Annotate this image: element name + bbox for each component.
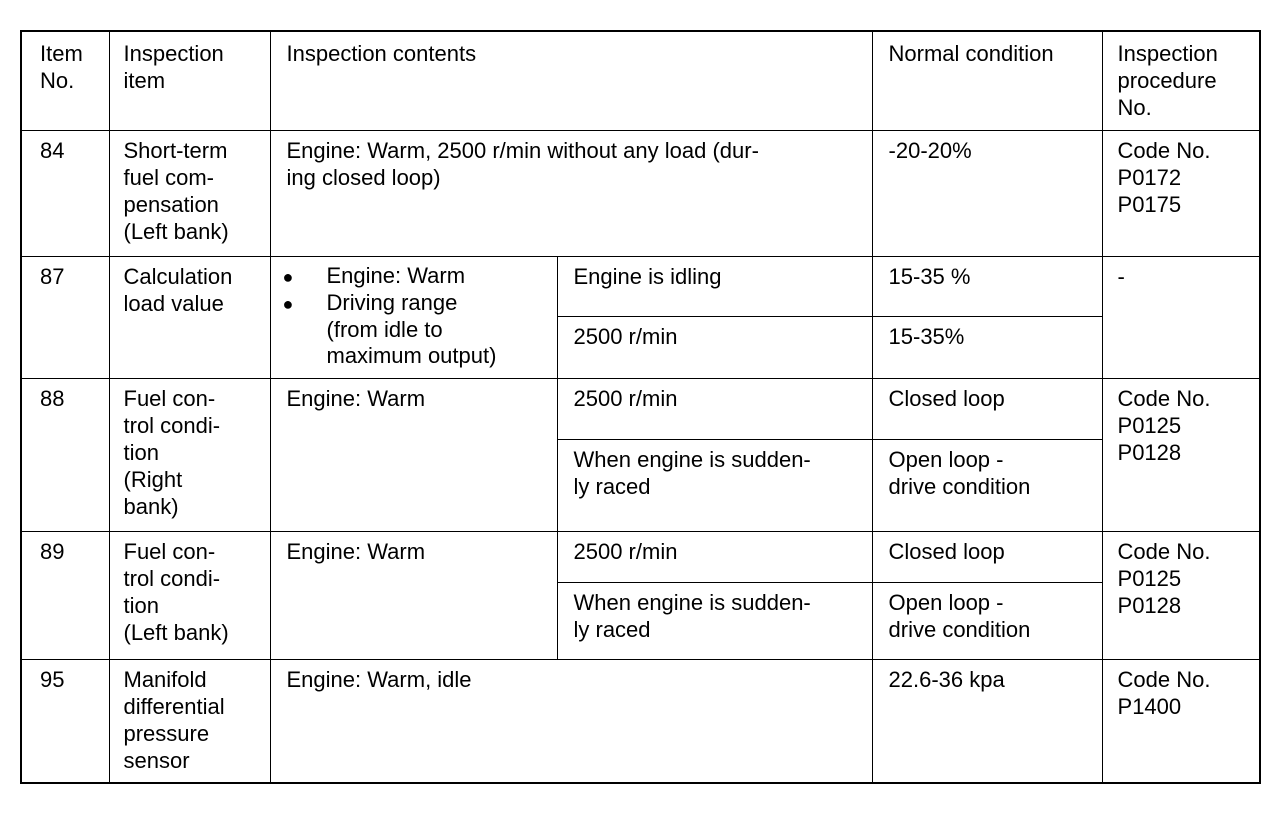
item-line: Fuel con- xyxy=(123,385,216,411)
normal-line: drive condition xyxy=(888,616,1031,642)
item-no: 84 xyxy=(21,130,109,256)
normal-condition xyxy=(872,582,1102,659)
header-inspection-contents: Inspection contents xyxy=(270,31,872,130)
item-line: sensor xyxy=(123,747,190,773)
header-procedure-line: Inspection xyxy=(1117,41,1218,66)
normal-condition: 15-35 % xyxy=(872,256,1102,316)
bullet-continuation: (from idle to xyxy=(326,316,443,342)
inspection-contents: Engine: Warm, idle xyxy=(270,659,872,783)
inspection-contents: Engine: Warm xyxy=(270,378,557,531)
header-inspection-item xyxy=(109,31,270,130)
procedure-no xyxy=(1102,130,1260,256)
inspection-table xyxy=(20,30,1261,784)
inspection-contents xyxy=(270,256,557,378)
procedure-no: - xyxy=(1102,256,1260,378)
item-line: load value xyxy=(123,290,224,316)
sub-condition: 2500 r/min xyxy=(557,316,872,378)
normal-condition: -20-20% xyxy=(872,130,1102,256)
inspection-contents xyxy=(270,130,872,256)
bullet-item xyxy=(283,263,557,290)
procedure-line: P0172 xyxy=(1117,164,1182,190)
sub-condition: Engine is idling xyxy=(557,256,872,316)
procedure-no xyxy=(1102,659,1260,783)
contents-line: Engine: Warm, 2500 r/min without any load (dur- xyxy=(286,137,759,163)
item-no: 95 xyxy=(21,659,109,783)
header-inspection-item-line: Inspection xyxy=(123,41,224,66)
inspection-item xyxy=(109,659,270,783)
procedure-line: Code No. xyxy=(1117,137,1211,163)
procedure-line: P0175 xyxy=(1117,191,1182,217)
procedure-line: P1400 xyxy=(1117,693,1182,719)
item-line: pressure xyxy=(123,720,210,746)
inspection-item xyxy=(109,130,270,256)
item-line: trol condi- xyxy=(123,412,221,438)
inspection-item xyxy=(109,378,270,531)
inspection-item xyxy=(109,531,270,659)
item-line: fuel com- xyxy=(123,164,214,190)
table-row xyxy=(21,378,1260,439)
item-line: Short-term xyxy=(123,137,228,163)
normal-condition: Closed loop xyxy=(872,378,1102,439)
procedure-line: Code No. xyxy=(1117,385,1211,411)
normal-condition xyxy=(872,439,1102,531)
item-line: tion xyxy=(123,592,159,618)
normal-condition: 15-35% xyxy=(872,316,1102,378)
header-inspection-item-line: item xyxy=(123,68,166,93)
condition-line: ly raced xyxy=(573,616,651,642)
condition-line: When engine is sudden- xyxy=(573,446,811,472)
item-line: (Right xyxy=(123,466,183,492)
item-no: 88 xyxy=(21,378,109,531)
table-row xyxy=(21,130,1260,256)
normal-line: Open loop - xyxy=(888,446,1004,472)
item-line: trol condi- xyxy=(123,565,221,591)
item-no: 89 xyxy=(21,531,109,659)
table-row xyxy=(21,531,1260,582)
header-row xyxy=(21,31,1260,130)
procedure-line: Code No. xyxy=(1117,538,1211,564)
table-row xyxy=(21,659,1260,783)
bullet-item xyxy=(283,290,557,317)
header-procedure-line: procedure xyxy=(1117,68,1217,93)
procedure-no xyxy=(1102,531,1260,659)
item-line: tion xyxy=(123,439,159,465)
header-item-no xyxy=(21,31,109,130)
header-inspection-procedure xyxy=(1102,31,1260,130)
sub-condition: 2500 r/min xyxy=(557,531,872,582)
header-normal-condition: Normal condition xyxy=(872,31,1102,130)
condition-line: When engine is sudden- xyxy=(573,589,811,615)
procedure-line: P0125 xyxy=(1117,565,1182,591)
item-line: pensation xyxy=(123,191,219,217)
item-no: 87 xyxy=(21,256,109,378)
bullet-text: Driving range xyxy=(326,289,458,315)
condition-line: ly raced xyxy=(573,473,651,499)
procedure-line: P0125 xyxy=(1117,412,1182,438)
bullet-text: Engine: Warm xyxy=(326,262,466,288)
bullet-icon xyxy=(283,263,327,290)
procedure-line: P0128 xyxy=(1117,592,1182,618)
bullet-continuation: maximum output) xyxy=(326,342,497,368)
bullet-icon xyxy=(283,290,327,317)
table-row xyxy=(21,256,1260,316)
item-line: differential xyxy=(123,693,225,719)
normal-line: drive condition xyxy=(888,473,1031,499)
item-line: (Left bank) xyxy=(123,619,229,645)
procedure-no xyxy=(1102,378,1260,531)
inspection-item xyxy=(109,256,270,378)
item-line: Calculation xyxy=(123,263,233,289)
item-line: (Left bank) xyxy=(123,218,229,244)
sub-condition: 2500 r/min xyxy=(557,378,872,439)
contents-line: ing closed loop) xyxy=(286,164,441,190)
normal-condition: 22.6-36 kpa xyxy=(872,659,1102,783)
inspection-contents: Engine: Warm xyxy=(270,531,557,659)
header-item-no-line: Item xyxy=(40,41,83,66)
sub-condition xyxy=(557,582,872,659)
item-line: Manifold xyxy=(123,666,207,692)
normal-line: Open loop - xyxy=(888,589,1004,615)
procedure-line: P0128 xyxy=(1117,439,1182,465)
sub-condition xyxy=(557,439,872,531)
item-line: Fuel con- xyxy=(123,538,216,564)
header-procedure-line: No. xyxy=(1117,95,1152,120)
procedure-line: Code No. xyxy=(1117,666,1211,692)
header-item-no-line: No. xyxy=(40,68,75,93)
normal-condition: Closed loop xyxy=(872,531,1102,582)
item-line: bank) xyxy=(123,493,179,519)
